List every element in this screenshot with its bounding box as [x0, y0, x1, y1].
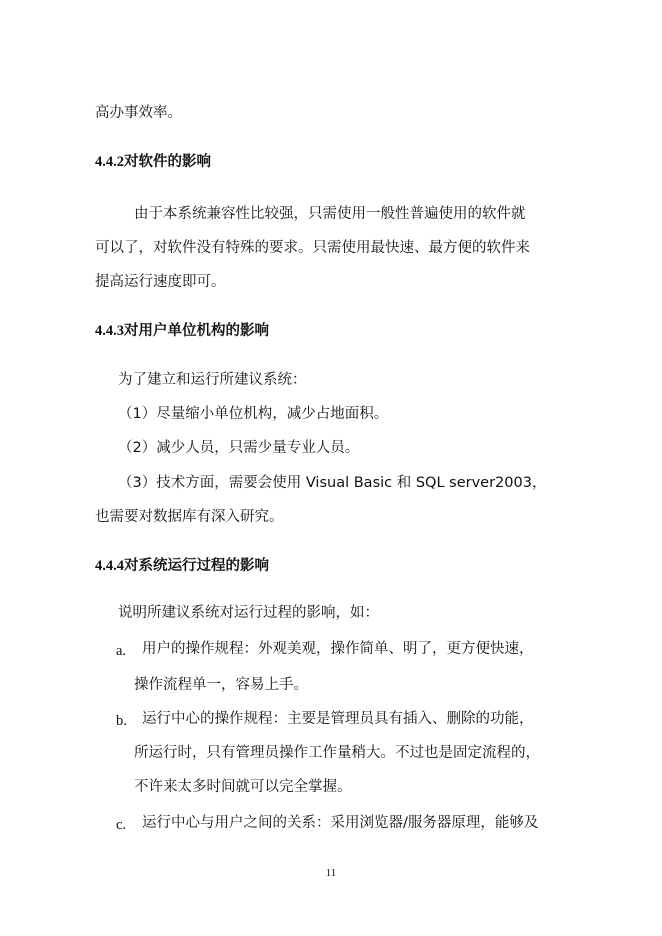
section-number: 4.4.2 [95, 154, 124, 170]
section-title: 对用户单位机构的影响 [124, 323, 269, 339]
section-heading-4-4-4 [95, 556, 269, 576]
section-title: 对系统运行过程的影响 [124, 558, 269, 574]
list-item-continuation: 操作流程单一，容易上手。 [134, 677, 308, 693]
section-heading-4-4-3 [95, 321, 269, 341]
paragraph-line: 说明所建议系统对运行过程的影响，如： [118, 605, 379, 621]
list-marker: b. [116, 713, 127, 729]
section-title: 对软件的影响 [124, 154, 211, 170]
list-item: 用户的操作规程：外观美观，操作简单、明了，更方便快速， [142, 641, 534, 657]
section-number: 4.4.3 [95, 323, 124, 339]
paragraph-line: 为了建立和运行所建议系统： [118, 372, 307, 388]
list-item: 运行中心与用户之间的关系：采用浏览器/服务器原理，能够及 [142, 815, 539, 831]
list-marker: c. [116, 817, 127, 833]
list-item: （1）尽量缩小单位机构，减少占地面积。 [118, 406, 389, 422]
list-item: （3）技术方面，需要会使用 Visual Basic 和 SQL server2003， [118, 475, 547, 491]
paragraph-line: 高办事效率。 [95, 105, 182, 121]
list-item-continuation: 所运行时，只有管理员操作工作量稍大。不过也是固定流程的， [134, 745, 540, 761]
list-item: （2）减少人员，只需少量专业人员。 [118, 440, 360, 456]
list-marker: a. [116, 643, 127, 659]
paragraph-line: 提高运行速度即可。 [95, 274, 226, 290]
paragraph-line: 也需要对数据库有深入研究。 [95, 509, 284, 525]
list-item: 运行中心的操作规程：主要是管理员具有插入、删除的功能， [142, 711, 534, 727]
paragraph-line: 由于本系统兼容性比较强，只需使用一般性普遍使用的软件就 [134, 206, 526, 222]
section-number: 4.4.4 [95, 558, 124, 574]
paragraph-line: 可以了，对软件没有特殊的要求。只需使用最快速、最方便的软件来 [95, 240, 530, 256]
page-number: 11 [325, 867, 337, 879]
list-item-continuation: 不许来太多时间就可以完全掌握。 [134, 779, 352, 795]
section-heading-4-4-2 [95, 152, 211, 172]
